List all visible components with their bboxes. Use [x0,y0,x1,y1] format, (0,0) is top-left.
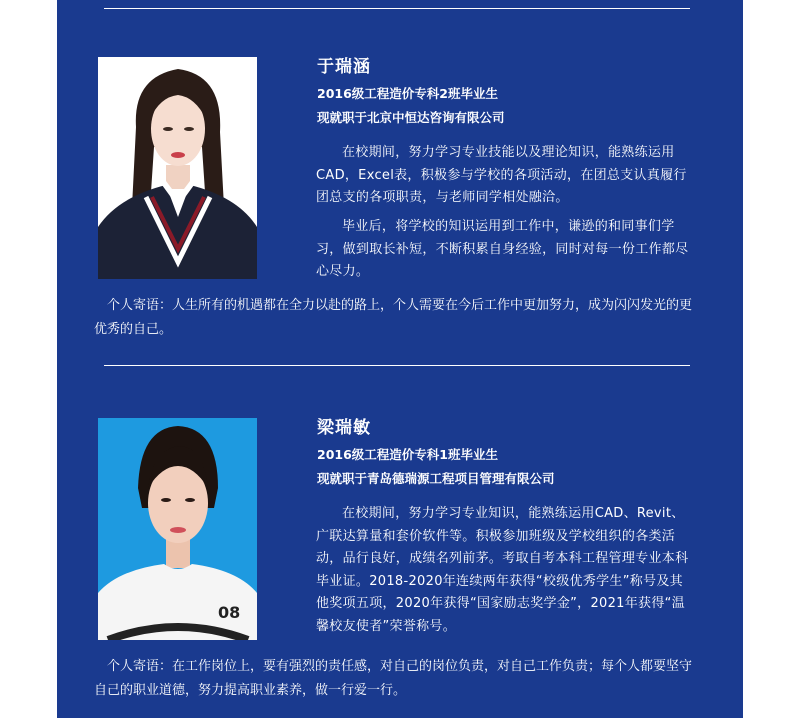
profile-panel [57,0,743,718]
divider-line [104,8,690,9]
person-name: 梁瑞敏 [317,418,371,438]
class-info: 2016级工程造价专科2班毕业生 [317,86,498,101]
person-name: 于瑞涵 [317,57,371,77]
bio-paragraph: 在校期间，努力学习专业技能以及理论知识，能熟练运用CAD，Excel表，积极参与学校的各项活动，在团总支认真履行团总支的各项职责，与老师同学相处融洽。 [316,145,687,205]
personal-motto: 个人寄语：人生所有的机遇都在全力以赴的路上，个人需要在今后工作中更加努力，成为闪闪发光的更优秀的自己。 [94,298,693,337]
class-info: 2016级工程造价专科1班毕业生 [317,447,498,462]
portrait-photo-1 [98,57,257,279]
bio-paragraph: 毕业后，将学校的知识运用到工作中，谦逊的和同事们学习，做到取长补短，不断积累自身经验，同时对每一份工作都尽心尽力。 [316,219,689,279]
job-info: 现就职于北京中恒达咨询有限公司 [317,110,505,125]
job-info: 现就职于青岛德瑞源工程项目管理有限公司 [317,471,555,486]
bio-paragraph: 在校期间，努力学习专业知识，能熟练运用CAD、Revit、广联达算量和套价软件等。积极参加班级及学校组织的各类活动，品行良好，成绩名列前茅。考取自考本科工程管理专业本科毕业证。2018-2020年连续两年获得“校级优秀学生”称号及其他奖项五项，2020年获得“国家励志奖学金”，2021年获得“温馨校友使者”荣誉称号。 [316,506,689,634]
divider-line [104,365,690,366]
portrait-photo-2 [98,418,257,640]
shirt-number: 08 [218,603,241,622]
personal-motto: 个人寄语：在工作岗位上，要有强烈的责任感，对自己的岗位负责，对自己工作负责；每个人都要坚守自己的职业道德，努力提高职业素养，做一行爱一行。 [94,659,693,698]
